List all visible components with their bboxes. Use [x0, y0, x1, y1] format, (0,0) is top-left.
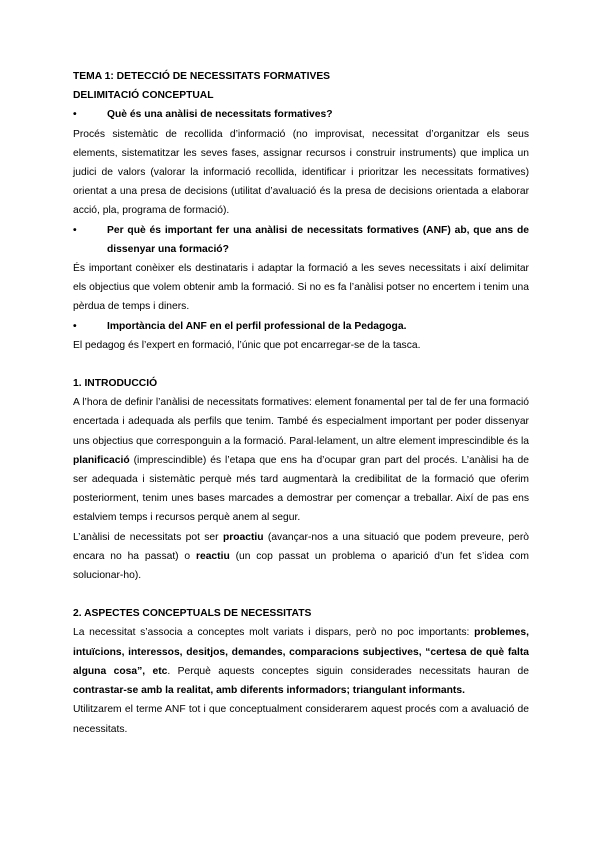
- document-subtitle: DELIMITACIÓ CONCEPTUAL: [73, 90, 214, 102]
- section-2-heading: 2. ASPECTES CONCEPTUALS DE NECESSITATS: [73, 608, 312, 620]
- spacer: [73, 585, 529, 604]
- question-1-text: Què és una anàlisi de necessitats formatives?: [107, 109, 333, 121]
- question-1: [73, 105, 529, 124]
- question-3-text: Importància del ANF en el perfil professional de la Pedagoga.: [107, 320, 407, 332]
- emphasis-contrastar: contrastar-se amb la realitat, amb diferents informadors; triangulant informants.: [73, 685, 465, 697]
- section-1-paragraph-1: [73, 393, 529, 527]
- emphasis-reactiu: reactiu: [195, 550, 230, 562]
- text-run: (avançar-nos a una situació que podem preveure, però encara no ha passat) o: [73, 531, 529, 562]
- section-1-paragraph-2: [73, 528, 529, 586]
- document-page: [73, 67, 529, 739]
- answer-1: Procés sistemàtic de recollida d’informació (no improvisat, necessitat d’organitzar els seus elements, sistematitzar les seves fases, assignar recursos i construir instruments) que implica un judici de valors (valorar la informació recollida, identificar i prioritzar les necessitats formatives) orientat a una presa de decisions (utilitat d’avaluació és la presa de decisions orientada a elaborar acció, pla, programa de formació).: [73, 128, 529, 217]
- bullet-icon: •: [73, 109, 77, 121]
- bullet-icon: •: [73, 224, 77, 236]
- section-1-heading: 1. INTRODUCCIÓ: [73, 378, 158, 390]
- emphasis-planificacio: planificació: [73, 454, 130, 466]
- emphasis-concepts: problemes, intuïcions, interessos, desitjos, demandes, comparacions subjectives, “certesa de què falta alguna cosa”, etc: [73, 627, 529, 677]
- text-run: (imprescindible) és l’etapa que ens ha d’ocupar gran part del procés. L’anàlisi ha de ser adequada i sistemàtic perquè més tard augmentarà la credibilitat de la formació que oferim posteriorment, tenim unes bases marcades a demostrar per començar a treballar. Així de pas ens estalviem temps i recursos perquè anem al segur.: [73, 454, 529, 524]
- section-2-paragraph-1: [73, 623, 529, 700]
- text-run: . Perquè aquests conceptes siguin considerades necessitats hauran de: [167, 665, 529, 677]
- spacer: [73, 355, 529, 374]
- bullet-icon: •: [73, 320, 77, 332]
- question-3: [73, 317, 529, 336]
- emphasis-proactiu: proactiu: [222, 531, 264, 543]
- text-run: L’anàlisi de necessitats pot ser: [73, 531, 223, 543]
- text-run: La necessitat s’associa a conceptes molt variats i dispars, però no poc importants:: [73, 627, 475, 639]
- answer-2: És important conèixer els destinataris i adaptar la formació a les seves necessitats i així delimitar els objectius que volem obtenir amb la formació. Si no es fa l’anàlisi potser no encertem i tenim una pèrdua de temps i diners.: [73, 263, 529, 313]
- text-run: A l’hora de definir l’anàlisi de necessitats formatives: element fonamental per tal de fer una formació encertada i adequada als perfils que tenim. També és especialment important per poder dissenyar uns objectius que corresponguin a la formació. Paral·lelament, un altre element imprescindible és la: [73, 397, 529, 447]
- answer-3: El pedagog és l’expert en formació, l’únic que pot encarregar-se de la tasca.: [73, 339, 421, 351]
- text-run: (un cop passat un problema o aparició d’un fet s’idea com solucionar-ho).: [73, 550, 529, 582]
- question-2: [73, 221, 529, 259]
- document-title: TEMA 1: DETECCIÓ DE NECESSITATS FORMATIVES: [73, 71, 331, 82]
- question-2-text: Per què és important fer una anàlisi de necessitats formatives (ANF) ab, que ans de dissenyar una formació?: [107, 224, 529, 255]
- section-2-paragraph-2: Utilitzarem el terme ANF tot i que conceptualment considerarem aquest procés com a avaluació de necessitats.: [73, 704, 529, 735]
